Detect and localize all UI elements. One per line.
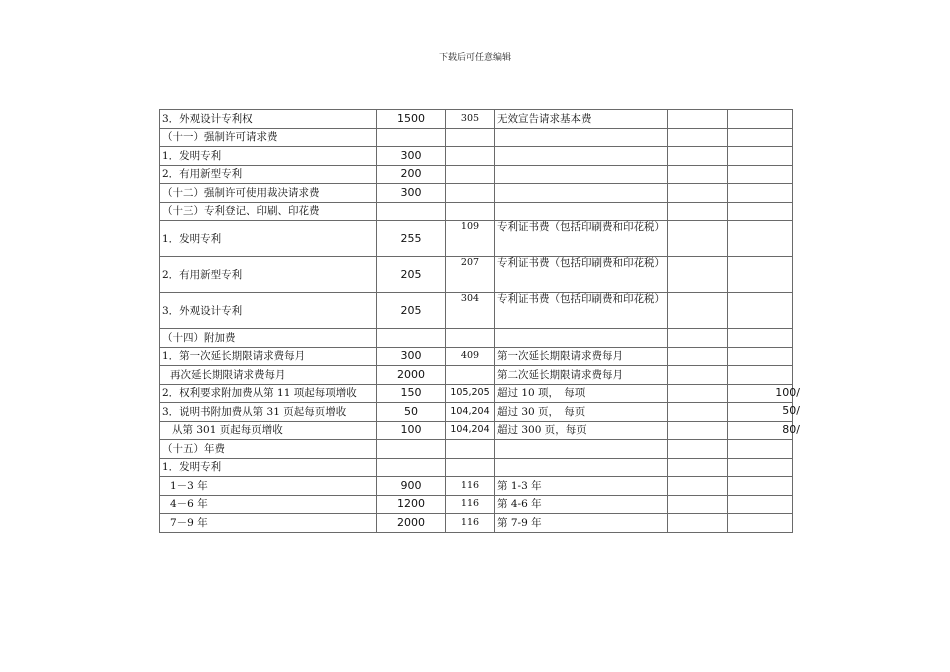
fee-desc-cell [495, 184, 668, 203]
fee-code-cell: 109 [446, 221, 495, 257]
section-heading-cell: （十五）年费 [160, 440, 377, 459]
fee-amount-cell [377, 329, 446, 348]
fee-code-cell [446, 184, 495, 203]
fee-extra-cell [668, 347, 728, 366]
table-row [160, 477, 793, 496]
fee-note-cell [728, 128, 793, 147]
fee-code-cell: 104,204 [446, 421, 495, 440]
fee-amount-cell: 1500 [377, 110, 446, 129]
section-heading-cell: （十四）附加费 [160, 329, 377, 348]
fee-extra-cell [668, 403, 728, 422]
fee-amount-cell: 200 [377, 165, 446, 184]
fee-extra-cell [668, 514, 728, 533]
fee-desc-cell [495, 165, 668, 184]
table-row [160, 495, 793, 514]
fee-amount-cell: 205 [377, 293, 446, 329]
fee-note-cell [728, 458, 793, 477]
fee-desc-cell [495, 128, 668, 147]
fee-code-cell [446, 128, 495, 147]
fee-amount-cell: 300 [377, 184, 446, 203]
fee-extra-cell [668, 221, 728, 257]
fee-desc-cell: 专利证书费（包括印刷费和印花税） [495, 221, 668, 257]
fee-code-cell: 207 [446, 257, 495, 293]
fee-note-cell: 80/ [728, 421, 793, 440]
fee-code-cell [446, 458, 495, 477]
fee-code-cell: 105,205 [446, 384, 495, 403]
fee-amount-cell [377, 128, 446, 147]
fee-code-cell: 409 [446, 347, 495, 366]
fee-name-cell: 2．有用新型专利 [160, 165, 377, 184]
table-row [160, 184, 793, 203]
fee-extra-cell [668, 293, 728, 329]
fee-amount-cell: 300 [377, 147, 446, 166]
table-row [160, 128, 793, 147]
fee-name-cell: 3．说明书附加费从第 31 页起每页增收 [160, 403, 377, 422]
fee-code-cell [446, 202, 495, 221]
fee-name-cell: 1－3 年 [160, 477, 377, 496]
fee-amount-cell [377, 440, 446, 459]
fee-desc-cell: 第 4-6 年 [495, 495, 668, 514]
fee-note-cell [728, 221, 793, 257]
fee-desc-cell: 第一次延长期限请求费每月 [495, 347, 668, 366]
table-row [160, 421, 793, 440]
table-row [160, 147, 793, 166]
table-row [160, 110, 793, 129]
fee-note-cell [728, 184, 793, 203]
table-row [160, 440, 793, 459]
fee-amount-cell: 205 [377, 257, 446, 293]
page-header: 下载后可任意编辑 [438, 53, 511, 63]
fee-note-cell [728, 110, 793, 129]
table-row [160, 329, 793, 348]
fee-desc-cell [495, 329, 668, 348]
fee-note-cell [728, 477, 793, 496]
table-row [160, 514, 793, 533]
fee-desc-cell [495, 202, 668, 221]
fee-name-cell: 2．有用新型专利 [160, 257, 377, 293]
fee-extra-cell [668, 202, 728, 221]
fee-desc-cell: 专利证书费（包括印刷费和印花税） [495, 257, 668, 293]
table-row [160, 384, 793, 403]
table-row [160, 347, 793, 366]
fee-note-cell [728, 514, 793, 533]
fee-amount-cell: 100 [377, 421, 446, 440]
fee-name-cell: 2．权利要求附加费从第 11 项起每项增收 [160, 384, 377, 403]
fee-amount-cell: 2000 [377, 514, 446, 533]
fee-note-cell [728, 440, 793, 459]
table-row [160, 458, 793, 477]
section-heading-cell: （十一）强制许可请求费 [160, 128, 377, 147]
fee-extra-cell [668, 440, 728, 459]
fee-desc-cell: 第二次延长期限请求费每月 [495, 366, 668, 385]
table-row [160, 257, 793, 293]
fee-extra-cell [668, 421, 728, 440]
fee-code-cell: 116 [446, 514, 495, 533]
fee-amount-cell: 900 [377, 477, 446, 496]
fee-name-cell: 再次延长期限请求费每月 [160, 366, 377, 385]
fee-extra-cell [668, 184, 728, 203]
fee-code-cell: 304 [446, 293, 495, 329]
fee-extra-cell [668, 110, 728, 129]
fee-note-cell [728, 165, 793, 184]
fee-desc-cell: 无效宣告请求基本费 [495, 110, 668, 129]
fee-note-cell: 100/ [728, 384, 793, 403]
fee-amount-cell [377, 458, 446, 477]
table-row [160, 221, 793, 257]
fee-code-cell: 116 [446, 477, 495, 496]
fee-name-cell: 3．外观设计专利权 [160, 110, 377, 129]
fee-name-cell: 7－9 年 [160, 514, 377, 533]
fee-note-cell [728, 329, 793, 348]
fee-extra-cell [668, 329, 728, 348]
fee-amount-cell: 50 [377, 403, 446, 422]
fee-amount-cell: 255 [377, 221, 446, 257]
fee-code-cell [446, 165, 495, 184]
fee-name-cell: 3．外观设计专利 [160, 293, 377, 329]
fee-note-cell [728, 366, 793, 385]
section-heading-cell: （十三）专利登记、印刷、印花费 [160, 202, 377, 221]
fee-code-cell [446, 147, 495, 166]
table-row [160, 403, 793, 422]
fee-extra-cell [668, 495, 728, 514]
fee-desc-cell: 超过 300 页，每页 [495, 421, 668, 440]
fee-note-cell [728, 293, 793, 329]
fee-code-cell: 104,204 [446, 403, 495, 422]
fee-extra-cell [668, 165, 728, 184]
fee-desc-cell: 超过 10 项， 每项 [495, 384, 668, 403]
fee-extra-cell [668, 477, 728, 496]
fee-extra-cell [668, 366, 728, 385]
fee-amount-cell: 2000 [377, 366, 446, 385]
fee-code-cell [446, 440, 495, 459]
fee-extra-cell [668, 128, 728, 147]
fee-desc-cell [495, 458, 668, 477]
fee-code-cell [446, 366, 495, 385]
fee-amount-cell: 1200 [377, 495, 446, 514]
fee-amount-cell: 150 [377, 384, 446, 403]
fee-desc-cell: 第 1-3 年 [495, 477, 668, 496]
fee-note-cell [728, 495, 793, 514]
fee-desc-cell: 第 7-9 年 [495, 514, 668, 533]
table-row [160, 165, 793, 184]
fee-name-cell: 从第 301 页起每页增收 [160, 421, 377, 440]
fee-amount-cell [377, 202, 446, 221]
fee-note-cell [728, 202, 793, 221]
fee-desc-cell [495, 147, 668, 166]
table-row [160, 366, 793, 385]
fee-extra-cell [668, 458, 728, 477]
fee-code-cell: 116 [446, 495, 495, 514]
fee-table [159, 109, 800, 533]
table-row [160, 202, 793, 221]
fee-code-cell [446, 329, 495, 348]
fee-name-cell: 1．第一次延长期限请求费每月 [160, 347, 377, 366]
fee-desc-cell [495, 440, 668, 459]
table-row [160, 293, 793, 329]
fee-desc-cell: 超过 30 页， 每页 [495, 403, 668, 422]
fee-name-cell: 1．发明专利 [160, 458, 377, 477]
section-heading-cell: （十二）强制许可使用裁决请求费 [160, 184, 377, 203]
fee-extra-cell [668, 257, 728, 293]
fee-note-cell [728, 347, 793, 366]
fee-amount-cell: 300 [377, 347, 446, 366]
fee-note-cell: 50/ [728, 403, 793, 422]
fee-name-cell: 1．发明专利 [160, 147, 377, 166]
fee-note-cell [728, 257, 793, 293]
fee-note-cell [728, 147, 793, 166]
fee-extra-cell [668, 384, 728, 403]
fee-code-cell: 305 [446, 110, 495, 129]
fee-desc-cell: 专利证书费（包括印刷费和印花税） [495, 293, 668, 329]
fee-name-cell: 4－6 年 [160, 495, 377, 514]
fee-extra-cell [668, 147, 728, 166]
fee-name-cell: 1．发明专利 [160, 221, 377, 257]
